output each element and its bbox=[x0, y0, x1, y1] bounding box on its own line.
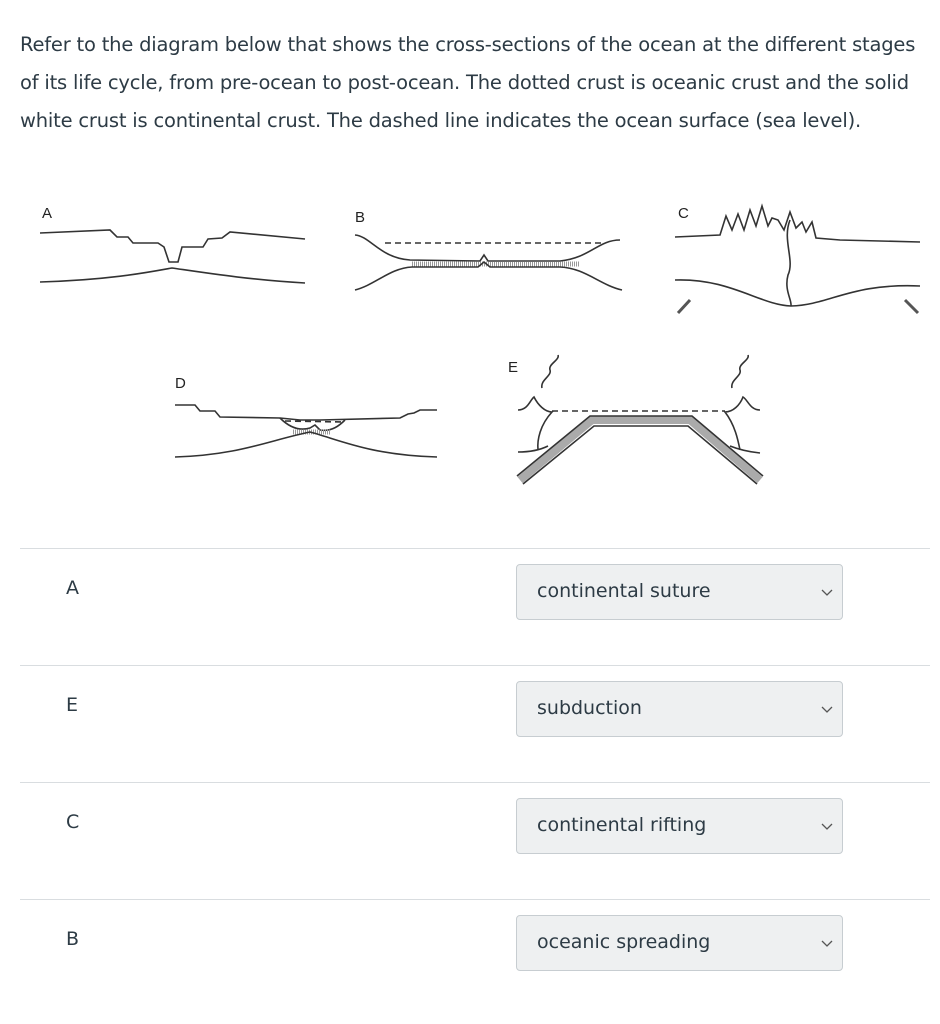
selected-value: continental rifting bbox=[537, 814, 707, 836]
match-row bbox=[20, 782, 930, 899]
chevron-down-icon bbox=[820, 702, 834, 716]
chevron-down-icon bbox=[820, 585, 834, 599]
selected-value: subduction bbox=[537, 697, 642, 719]
label-c: C bbox=[678, 205, 689, 222]
selected-value: continental suture bbox=[537, 580, 711, 602]
match-row bbox=[20, 665, 930, 782]
chevron-down-icon bbox=[820, 819, 834, 833]
answer-select[interactable] bbox=[516, 915, 843, 971]
match-row bbox=[20, 548, 930, 665]
stage-e bbox=[508, 355, 763, 484]
stage-b bbox=[355, 209, 622, 290]
stage-c bbox=[675, 205, 920, 313]
label-b: B bbox=[355, 209, 366, 226]
match-term: B bbox=[66, 928, 80, 950]
match-term: E bbox=[66, 694, 79, 716]
stage-a bbox=[40, 205, 305, 283]
answer-select[interactable] bbox=[516, 798, 843, 854]
question-text: Refer to the diagram below that shows the cross-sections of the ocean at the different stages of its life cycle, from pre-ocean to post-ocean. The dotted crust is oceanic crust and the solid white crust is continental crust. The dashed line indicates the ocean surface (sea level). bbox=[20, 33, 916, 132]
label-a: A bbox=[42, 205, 53, 222]
answer-select[interactable] bbox=[516, 564, 843, 620]
stage-d bbox=[175, 375, 437, 457]
match-row bbox=[20, 899, 930, 1016]
selected-value: oceanic spreading bbox=[537, 931, 711, 953]
match-term: C bbox=[66, 811, 80, 833]
label-e: E bbox=[508, 359, 519, 376]
label-d: D bbox=[175, 375, 186, 392]
chevron-down-icon bbox=[820, 936, 834, 950]
match-term: A bbox=[66, 577, 79, 599]
answer-select[interactable] bbox=[516, 681, 843, 737]
